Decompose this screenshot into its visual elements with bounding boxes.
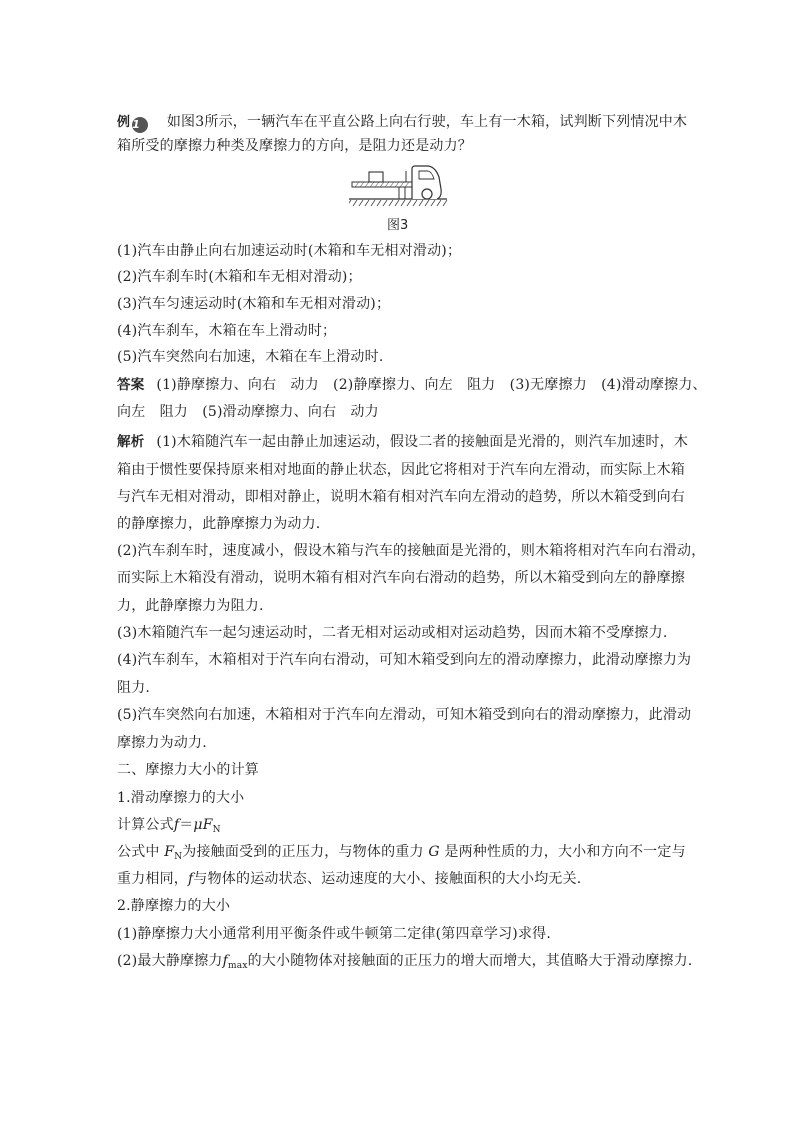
analysis-line-12: 摩擦力为动力. <box>117 735 207 751</box>
question-5: (5)汽车突然向右加速，木箱在车上滑动时. <box>117 349 384 365</box>
analysis-line-2: 箱由于惯性要保持原来相对地面的静止状态，因此它将相对于汽车向左滑动，而实际上木箱 <box>117 462 685 478</box>
analysis-line-9: (4)汽车刹车，木箱相对于汽车向右滑动，可知木箱受到向左的滑动摩擦力，此滑动摩擦力为 <box>117 652 692 668</box>
analysis-line-10: 阻力. <box>117 680 151 696</box>
question-1: (1)汽车由静止向右加速运动时(木箱和车无相对滑动)； <box>117 243 462 259</box>
p1-c: 是两种性质的力，大小和方向不一定与 <box>444 844 686 860</box>
p1-F: F <box>164 844 175 860</box>
example-line-2: 箱所受的摩擦力种类及摩擦力的方向，是阻力还是动力？ <box>117 138 472 154</box>
answer-label: 答案 <box>117 377 145 393</box>
formula-N: N <box>212 825 221 835</box>
example-line-1 <box>117 113 688 133</box>
answer-line-1 <box>117 376 707 394</box>
p1-b: 为接触面受到的正压力，与物体的重力 <box>182 844 424 860</box>
p1-N: N <box>174 852 183 862</box>
question-3: (3)汽车匀速运动时(木箱和车无相对滑动)； <box>117 296 391 312</box>
s2-b: 的大小随物体对接触面的正压力的增大而增大，其值略大于滑动摩擦力. <box>247 953 693 969</box>
p1-line2-pre: 重力相同， <box>117 871 188 887</box>
answer-line-2: 向左 阻力 (5)滑动摩擦力、向右 动力 <box>117 404 379 420</box>
analysis-line-1 <box>117 433 689 451</box>
analysis-line-7: 力，此静摩擦力为阻力. <box>117 598 264 614</box>
p1-line2: 与物体的运动状态、运动速度的大小、接触面积的大小均无关. <box>193 871 582 887</box>
analysis-line-11: (5)汽车突然向右加速，木箱相对于汽车向左滑动，可知木箱受到向右的滑动摩擦力，此滑动 <box>117 707 692 723</box>
question-4: (4)汽车刹车，木箱在车上滑动时； <box>117 323 337 339</box>
example-number-badge: 1 <box>132 117 148 133</box>
s2-f: f <box>222 953 229 969</box>
analysis-line-8: (3)木箱随汽车一起匀速运动时，二者无相对运动或相对运动趋势，因而木箱不受摩擦力. <box>117 625 668 641</box>
example-text-line1: 如图3所示，一辆汽车在平直公路上向右行驶，车上有一木箱，试判断下列情况中木 <box>166 114 688 130</box>
example-label: 例 <box>117 115 131 130</box>
formula-F: F <box>202 817 213 833</box>
s2-a: (2)最大静摩擦力 <box>117 953 223 969</box>
formula-f: f <box>173 817 180 833</box>
formula-explanation-line-1 <box>117 843 686 862</box>
analysis-text-line1: (1)木箱随汽车一起由静止加速运动，假设二者的接触面是光滑的，则汽车加速时，木 <box>156 434 689 450</box>
p1-a: 公式中 <box>117 844 160 860</box>
subheading-sliding: 1.滑动摩擦力的大小 <box>117 790 245 806</box>
formula-mu: μ <box>193 817 203 833</box>
analysis-line-4: 的静摩擦力，此静摩擦力为动力. <box>117 516 321 532</box>
s2-max: max <box>228 961 248 971</box>
analysis-line-6: 而实际上木箱没有滑动，说明木箱有相对汽车向右滑动的趋势，所以木箱受到向左的静摩擦 <box>117 570 685 586</box>
question-2: (2)汽车刹车时(木箱和车无相对滑动)； <box>117 269 362 285</box>
section-heading: 二、摩擦力大小的计算 <box>117 762 259 778</box>
p1-G: G <box>428 844 440 860</box>
answer-text-line1: (1)静摩擦力、向右 动力 (2)静摩擦力、向左 阻力 (3)无摩擦力 (4)滑动摩擦力、 <box>156 377 707 393</box>
figure-car-with-box <box>349 163 449 209</box>
p1-line2-f: f <box>188 871 194 887</box>
analysis-line-3: 与汽车无相对滑动，即相对静止，说明木箱有相对汽车向左滑动的趋势，所以木箱受到向右 <box>117 489 685 505</box>
formula-eq: ＝ <box>179 817 194 833</box>
analysis-line-5: (2)汽车刹车时，速度减小，假设木箱与汽车的接触面是光滑的，则木箱将相对汽车向右滑动， <box>117 543 706 559</box>
subheading-static: 2.静摩擦力的大小 <box>117 898 231 914</box>
analysis-label: 解析 <box>117 434 145 450</box>
formula-line <box>117 816 680 834</box>
figure-caption: 图3 <box>387 218 409 233</box>
formula-explanation-line-2 <box>117 870 680 888</box>
formula-prefix: 计算公式 <box>117 817 174 833</box>
static-point-2 <box>117 952 693 971</box>
static-point-1: (1)静摩擦力大小通常利用平衡条件或牛顿第二定律(第四章学习)求得. <box>117 926 552 942</box>
